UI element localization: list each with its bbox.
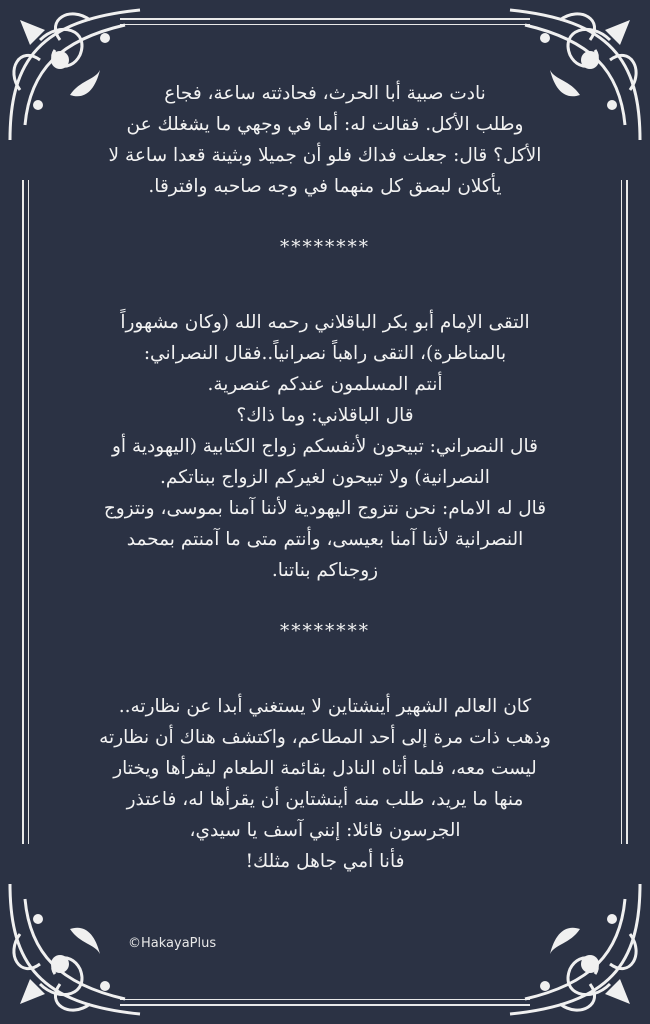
corner-ornament-bottom-right [500, 874, 650, 1024]
story-1 [88, 78, 562, 202]
story-2-line: قال الباقلاني: وما ذاك؟ [236, 405, 414, 426]
story-2-line: قال له الامام: نحن نتزوج اليهودية لأننا آمنا بموسى، ونتزوج [103, 498, 547, 519]
frame-border-top [120, 18, 530, 20]
separator-1: ******** [280, 237, 370, 258]
frame-border-right-inner [621, 180, 622, 844]
story-2-line: أنتم المسلمون عندكم عنصرية. [207, 374, 443, 395]
separator-2: ******** [280, 621, 370, 642]
story-2-line: بالمناظرة)، التقى راهباً نصرانياً..فقال النصراني: [143, 343, 507, 364]
story-2 [88, 307, 562, 586]
story-3-line: الجرسون قائلا: إنني آسف يا سيدي، [189, 820, 461, 841]
watermark: ©HakayaPlus [128, 936, 217, 951]
story-3-line: فأنا أمي جاهل مثلك! [245, 851, 405, 872]
story-3-line: ليست معه، فلما أتاه النادل بقائمة الطعام ليقرأها ويختار [113, 758, 537, 779]
story-text-area [88, 78, 562, 877]
story-2-line: النصرانية) ولا تبيحون لغيركم الزواج ببناتكم. [160, 467, 490, 488]
frame-border-bottom [120, 1004, 530, 1006]
frame-border-bottom-inner [120, 999, 530, 1000]
story-3-line: كان العالم الشهير أينشتاين لا يستغني أبدا عن نظارته.. [118, 696, 532, 717]
frame-border-left-inner [28, 180, 29, 844]
story-1-line: وطلب الأكل. فقالت له: أما في وجهي ما يشغلك عن [126, 114, 524, 135]
story-3-line: وذهب ذات مرة إلى أحد المطاعم، واكتشف هناك أن نظارته [99, 727, 551, 748]
story-2-line: قال النصراني: تبيحون لأنفسكم زواج الكتابية (اليهودية أو [112, 436, 538, 457]
story-1-line: يأكلان لبصق كل منهما في وجه صاحبه وافترقا. [148, 176, 502, 197]
frame-border-left [22, 180, 24, 844]
story-2-line: التقى الإمام أبو بكر الباقلاني رحمه الله (وكان مشهوراً [120, 312, 530, 333]
frame-border-top-inner [120, 24, 530, 25]
story-1-line: نادت صبية أبا الحرث، فحادثته ساعة، فجاع [164, 83, 486, 104]
story-1-line: الأكل؟ قال: جعلت فداك فلو أن جميلا وبثينة قعدا ساعة لا [108, 145, 542, 166]
story-3-line: منها ما يريد، طلب منه أينشتاين أن يقرأها له، فاعتذر [126, 789, 524, 810]
story-2-line: النصرانية لأننا آمنا بعيسى، وأنتم متى ما آمنتم بمحمد [126, 529, 524, 550]
story-3 [88, 691, 562, 877]
story-2-line: زوجناكم بناتنا. [271, 560, 379, 581]
frame-border-right [626, 180, 628, 844]
